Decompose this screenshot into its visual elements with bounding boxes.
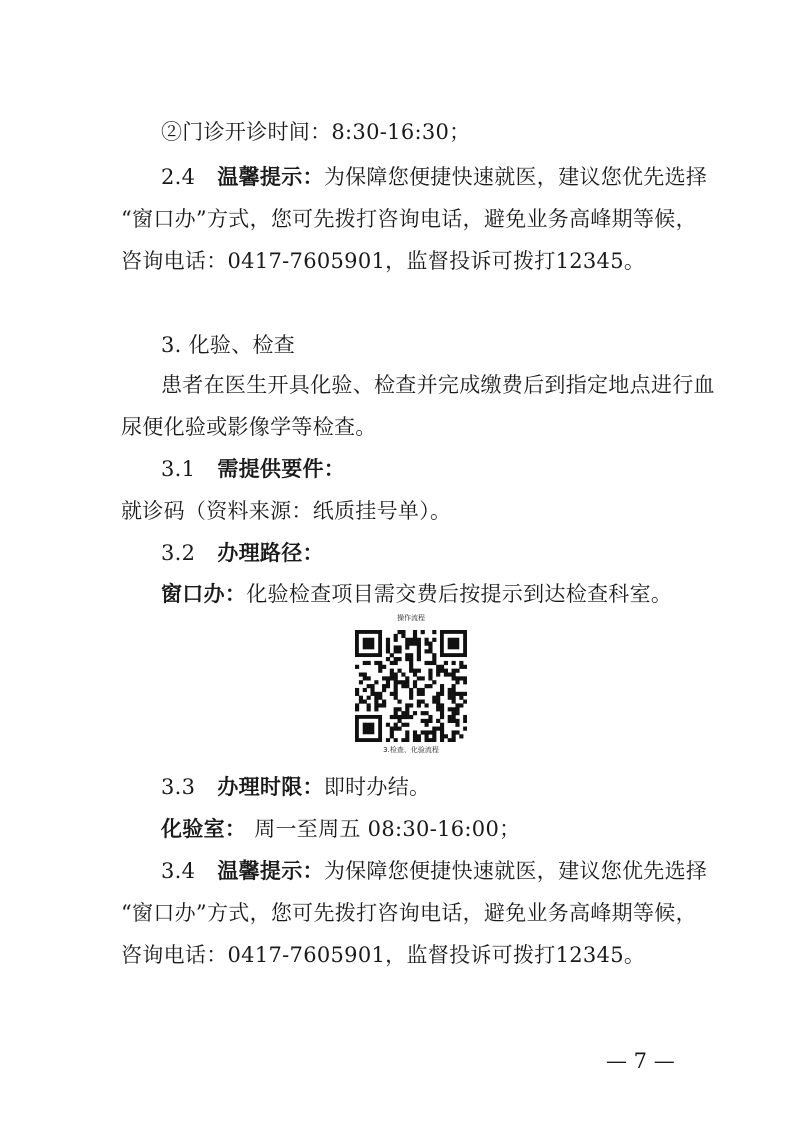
process-path-line bbox=[161, 539, 324, 567]
tip-3-4-text-line-3: 咨询电话：0417-7605901，监督投诉可拨打12345。 bbox=[121, 943, 646, 967]
qr-bottom-caption: 3.检查、化验流程 bbox=[383, 746, 439, 754]
tip-2-4-text-line-3: 咨询电话：0417-7605901，监督投诉可拨打12345。 bbox=[121, 249, 646, 273]
section-3-intro-line-2: 尿便化验或影像学等检查。 bbox=[121, 415, 377, 439]
tip-3-4-number: 3.4 bbox=[161, 859, 196, 883]
tip-2-4-text-line-2: “窗口办”方式，您可先拨打咨询电话，避免业务高峰期等候， bbox=[121, 207, 697, 231]
time-limit-number: 3.3 bbox=[161, 775, 196, 799]
page-number: — 7 — bbox=[606, 1049, 675, 1073]
lab-hours-text: 周一至周五 08:30-16:00； bbox=[254, 817, 521, 841]
requirements-text: 就诊码（资料来源：纸质挂号单）。 bbox=[121, 499, 452, 523]
tip-3-4-text: 为保障您便捷快速就医，建议您优先选择 bbox=[323, 859, 708, 883]
lab-hours-heading: 化验室： bbox=[161, 816, 247, 841]
tip-3-4-text-line-2: “窗口办”方式，您可先拨打咨询电话，避免业务高峰期等候， bbox=[121, 901, 697, 925]
section-3-intro-line-1: 患者在医生开具化验、检查并完成缴费后到指定地点进行血 bbox=[161, 373, 715, 397]
qr-top-caption: 操作流程 bbox=[397, 614, 425, 622]
window-service-heading: 窗口办： bbox=[161, 581, 247, 606]
section-3-heading: 3. 化验、检查 bbox=[161, 333, 296, 357]
window-service-line bbox=[161, 580, 672, 608]
window-service-text: 化验检查项目需交费后按提示到达检查科室。 bbox=[246, 582, 673, 606]
tip-2-4-heading: 温馨提示： bbox=[217, 164, 324, 189]
time-limit-heading: 办理时限： bbox=[217, 774, 324, 799]
time-limit-line bbox=[161, 773, 430, 801]
tip-2-4-number: 2.4 bbox=[161, 165, 196, 189]
time-limit-text: 即时办结。 bbox=[323, 775, 431, 799]
qr-code-block bbox=[352, 612, 470, 756]
process-path-number: 3.2 bbox=[161, 541, 196, 565]
tip-3-4-heading: 温馨提示： bbox=[217, 858, 324, 883]
requirements-line bbox=[161, 455, 345, 483]
clinic-hours-line: ②门诊开诊时间：8:30-16:30； bbox=[161, 120, 471, 144]
tip-3-4-line bbox=[161, 857, 707, 885]
lab-hours-line bbox=[161, 815, 520, 843]
requirements-number: 3.1 bbox=[161, 457, 196, 481]
tip-2-4-line bbox=[161, 163, 707, 191]
process-path-heading: 办理路径： bbox=[217, 540, 324, 565]
qr-code-image bbox=[355, 630, 467, 742]
requirements-heading: 需提供要件： bbox=[217, 456, 346, 481]
tip-2-4-text: 为保障您便捷快速就医，建议您优先选择 bbox=[323, 165, 708, 189]
